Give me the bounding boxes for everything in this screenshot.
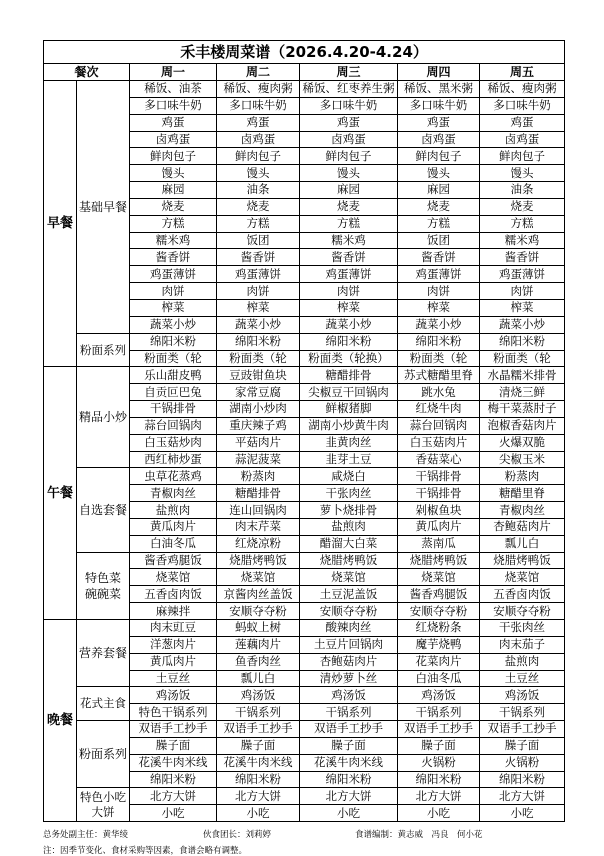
dish-cell: 香菇菜心 xyxy=(398,451,480,468)
menu-row xyxy=(44,367,565,384)
category-label: 特色小吃 大饼 xyxy=(77,788,130,822)
dish-cell: 榨菜 xyxy=(300,299,398,316)
dish-cell: 卤鸡蛋 xyxy=(398,131,480,148)
dish-cell: 韭芽土豆 xyxy=(300,451,398,468)
dish-cell: 绵阳米粉 xyxy=(398,333,480,350)
dish-cell: 青椒肉丝 xyxy=(130,485,217,502)
dish-cell: 盐煎肉 xyxy=(480,653,565,670)
dish-cell: 臊子面 xyxy=(130,737,217,754)
dish-cell: 馒头 xyxy=(130,165,217,182)
dish-cell: 北方大饼 xyxy=(130,788,217,805)
dish-cell: 土豆片回锅肉 xyxy=(300,636,398,653)
dish-cell: 鸡蛋薄饼 xyxy=(217,266,300,283)
dish-cell: 臊子面 xyxy=(217,737,300,754)
dish-cell: 粉面类（轮 xyxy=(480,350,565,367)
dish-cell: 烧腊烤鸭饭 xyxy=(398,552,480,569)
dish-cell: 青椒肉丝 xyxy=(480,502,565,519)
dish-cell: 烧麦 xyxy=(398,198,480,215)
dish-cell: 鸡汤饭 xyxy=(480,687,565,704)
dish-cell: 干锅排骨 xyxy=(130,401,217,418)
dish-cell: 糖醋排骨 xyxy=(217,485,300,502)
meal-label: 午餐 xyxy=(44,367,77,620)
category-label: 粉面系列 xyxy=(77,333,130,367)
dish-cell: 鸡汤饭 xyxy=(398,687,480,704)
dish-cell: 豆豉钳鱼块 xyxy=(217,367,300,384)
dish-cell: 鸡蛋薄饼 xyxy=(398,266,480,283)
dish-cell: 饭团 xyxy=(398,232,480,249)
menu-row xyxy=(44,788,565,805)
dish-cell: 卤鸡蛋 xyxy=(480,131,565,148)
dish-cell: 杏鲍菇肉片 xyxy=(300,653,398,670)
dish-cell: 红烧凉粉 xyxy=(217,535,300,552)
dish-cell: 安顺夺夺粉 xyxy=(217,603,300,620)
dish-cell: 蔬菜小炒 xyxy=(217,316,300,333)
dish-cell: 肉末茄子 xyxy=(480,636,565,653)
dish-cell: 臊子面 xyxy=(300,737,398,754)
dish-cell: 绵阳米粉 xyxy=(398,771,480,788)
dish-cell: 鸡蛋薄饼 xyxy=(130,266,217,283)
dish-cell: 梅干菜蒸肘子 xyxy=(480,401,565,418)
dish-cell: 鲜肉包子 xyxy=(398,148,480,165)
dish-cell: 泡椒香菇肉片 xyxy=(480,417,565,434)
dish-cell: 肉饼 xyxy=(300,283,398,300)
dish-cell: 多口味牛奶 xyxy=(398,97,480,114)
dish-cell: 干锅排骨 xyxy=(398,468,480,485)
dish-cell: 烧麦 xyxy=(217,198,300,215)
dish-cell: 干张肉丝 xyxy=(300,485,398,502)
dish-cell: 酸辣肉丝 xyxy=(300,620,398,637)
dish-cell: 肉末芹菜 xyxy=(217,518,300,535)
category-label: 基础早餐 xyxy=(77,81,130,334)
dish-cell: 酱香饼 xyxy=(480,249,565,266)
header-day: 周五 xyxy=(480,64,565,81)
dish-cell: 多口味牛奶 xyxy=(130,97,217,114)
dish-cell: 蔬菜小炒 xyxy=(480,316,565,333)
dish-cell: 肉饼 xyxy=(480,283,565,300)
dish-cell: 双语手工抄手 xyxy=(398,721,480,738)
dish-cell: 清炒萝卜丝 xyxy=(300,670,398,687)
dish-cell: 稀饭、瘦肉粥 xyxy=(217,81,300,98)
dish-cell: 鸡蛋 xyxy=(300,114,398,131)
dish-cell: 尖椒玉米 xyxy=(480,451,565,468)
dish-cell: 清烧三鲜 xyxy=(480,384,565,401)
dish-cell: 火锅粉 xyxy=(398,754,480,771)
dish-cell: 糖醋里脊 xyxy=(480,485,565,502)
header-meal: 餐次 xyxy=(44,64,130,81)
dish-cell: 花溪牛肉米线 xyxy=(300,754,398,771)
dish-cell: 糖醋排骨 xyxy=(300,367,398,384)
dish-cell: 饭团 xyxy=(217,232,300,249)
dish-cell: 卤鸡蛋 xyxy=(217,131,300,148)
dish-cell: 绵阳米粉 xyxy=(130,333,217,350)
dish-cell: 连山回锅肉 xyxy=(217,502,300,519)
dish-cell: 自贡叵巴兔 xyxy=(130,384,217,401)
dish-cell: 土豆丝 xyxy=(130,670,217,687)
category-label: 自选套餐 xyxy=(77,468,130,552)
dish-cell: 卤鸡蛋 xyxy=(300,131,398,148)
meal-label: 晚餐 xyxy=(44,620,77,822)
dish-cell: 五香卤肉饭 xyxy=(480,586,565,603)
header-day: 周三 xyxy=(300,64,398,81)
dish-cell: 榨菜 xyxy=(480,299,565,316)
dish-cell: 粉蒸肉 xyxy=(217,468,300,485)
footer-sign: 总务处副主任：黄华绫 xyxy=(43,830,129,840)
dish-cell: 乐山甜皮鸭 xyxy=(130,367,217,384)
dish-cell: 小吃 xyxy=(300,805,398,822)
footer-sign: 伙食团长：刘莉婷 xyxy=(203,830,272,840)
dish-cell: 鸡蛋 xyxy=(480,114,565,131)
dish-cell: 烧腊烤鸭饭 xyxy=(217,552,300,569)
dish-cell: 黄瓜肉片 xyxy=(130,518,217,535)
dish-cell: 方糕 xyxy=(398,215,480,232)
dish-cell: 特色干锅系列 xyxy=(130,704,217,721)
dish-cell: 火锅粉 xyxy=(480,754,565,771)
dish-cell: 安顺夺夺粉 xyxy=(300,603,398,620)
dish-cell: 萝卜烧排骨 xyxy=(300,502,398,519)
dish-cell: 稀饭、黑米粥 xyxy=(398,81,480,98)
dish-cell: 肉饼 xyxy=(217,283,300,300)
dish-cell: 花菜肉片 xyxy=(398,653,480,670)
dish-cell: 酱香鸡腿饭 xyxy=(398,586,480,603)
dish-cell: 酱香饼 xyxy=(130,249,217,266)
dish-cell: 糯米鸡 xyxy=(480,232,565,249)
dish-cell: 北方大饼 xyxy=(300,788,398,805)
dish-cell: 绵阳米粉 xyxy=(480,333,565,350)
menu-row xyxy=(44,468,565,485)
dish-cell: 小吃 xyxy=(130,805,217,822)
dish-cell: 粉面类（轮 xyxy=(398,350,480,367)
dish-cell: 鲜肉包子 xyxy=(217,148,300,165)
dish-cell: 烧腊烤鸭饭 xyxy=(300,552,398,569)
dish-cell: 油条 xyxy=(217,182,300,199)
dish-cell: 醋溜大白菜 xyxy=(300,535,398,552)
dish-cell: 肉饼 xyxy=(398,283,480,300)
menu-row xyxy=(44,81,565,98)
dish-cell: 绵阳米粉 xyxy=(217,333,300,350)
dish-cell: 酱香饼 xyxy=(217,249,300,266)
category-label: 营养套餐 xyxy=(77,620,130,687)
dish-cell: 鲜肉包子 xyxy=(300,148,398,165)
dish-cell: 馒头 xyxy=(480,165,565,182)
dish-cell: 蔬菜小炒 xyxy=(398,316,480,333)
dish-cell: 白油冬瓜 xyxy=(398,670,480,687)
dish-cell: 鱼香肉丝 xyxy=(217,653,300,670)
dish-cell: 干锅系列 xyxy=(480,704,565,721)
dish-cell: 干张肉丝 xyxy=(480,620,565,637)
dish-cell: 双语手工抄手 xyxy=(130,721,217,738)
dish-cell: 瓢儿白 xyxy=(480,535,565,552)
dish-cell: 酱香饼 xyxy=(398,249,480,266)
dish-cell: 莲藕肉片 xyxy=(217,636,300,653)
dish-cell: 鸡蛋薄饼 xyxy=(480,266,565,283)
dish-cell: 白玉菇炒肉 xyxy=(130,434,217,451)
meal-label: 早餐 xyxy=(44,81,77,367)
footer-sign: 食谱编制：黄志威 冯良 何小花 xyxy=(355,830,483,840)
dish-cell: 小吃 xyxy=(480,805,565,822)
dish-cell: 麻园 xyxy=(130,182,217,199)
dish-cell: 蚂蚁上树 xyxy=(217,620,300,637)
dish-cell: 干锅排骨 xyxy=(398,485,480,502)
dish-cell: 鲜肉包子 xyxy=(480,148,565,165)
dish-cell: 方糕 xyxy=(130,215,217,232)
dish-cell: 油条 xyxy=(480,182,565,199)
dish-cell: 糯米鸡 xyxy=(130,232,217,249)
dish-cell: 双语手工抄手 xyxy=(217,721,300,738)
dish-cell: 烧菜馆 xyxy=(217,569,300,586)
dish-cell: 绵阳米粉 xyxy=(130,771,217,788)
dish-cell: 鲜椒猪脚 xyxy=(300,401,398,418)
dish-cell: 水晶糯米排骨 xyxy=(480,367,565,384)
dish-cell: 五香卤肉饭 xyxy=(130,586,217,603)
menu-title: 禾丰楼周菜谱（2026.4.20-4.24） xyxy=(44,41,565,64)
dish-cell: 鸡蛋 xyxy=(130,114,217,131)
dish-cell: 馒头 xyxy=(398,165,480,182)
dish-cell: 烧菜馆 xyxy=(300,569,398,586)
dish-cell: 黄瓜肉片 xyxy=(398,518,480,535)
dish-cell: 平菇肉片 xyxy=(217,434,300,451)
dish-cell: 白油冬瓜 xyxy=(130,535,217,552)
dish-cell: 多口味牛奶 xyxy=(217,97,300,114)
menu-row xyxy=(44,333,565,350)
dish-cell: 北方大饼 xyxy=(398,788,480,805)
dish-cell: 馒头 xyxy=(217,165,300,182)
dish-cell: 臊子面 xyxy=(398,737,480,754)
dish-cell: 小吃 xyxy=(217,805,300,822)
dish-cell: 粉蒸肉 xyxy=(480,468,565,485)
dish-cell: 家常豆腐 xyxy=(217,384,300,401)
dish-cell: 安顺夺夺粉 xyxy=(480,603,565,620)
dish-cell: 蒜泥菠菜 xyxy=(217,451,300,468)
dish-cell: 干锅系列 xyxy=(300,704,398,721)
dish-cell: 稀饭、瘦肉粥 xyxy=(480,81,565,98)
dish-cell: 花溪牛肉米线 xyxy=(217,754,300,771)
dish-cell: 麻园 xyxy=(398,182,480,199)
dish-cell: 烧麦 xyxy=(130,198,217,215)
dish-cell: 烧麦 xyxy=(480,198,565,215)
dish-cell: 麻园 xyxy=(300,182,398,199)
dish-cell: 蔬菜小炒 xyxy=(130,316,217,333)
dish-cell: 韭黄肉丝 xyxy=(300,434,398,451)
menu-row xyxy=(44,620,565,637)
footer-note: 注：因季节变化、食材采购等因素，食谱会略有调整。 xyxy=(43,846,248,856)
dish-cell: 臊子面 xyxy=(480,737,565,754)
dish-cell: 土豆丝 xyxy=(480,670,565,687)
dish-cell: 烧菜馆 xyxy=(398,569,480,586)
dish-cell: 烧菜馆 xyxy=(480,569,565,586)
menu-row xyxy=(44,552,565,569)
header-day: 周一 xyxy=(130,64,217,81)
dish-cell: 稀饭、油茶 xyxy=(130,81,217,98)
category-label: 粉面系列 xyxy=(77,721,130,788)
dish-cell: 鸡蛋 xyxy=(217,114,300,131)
dish-cell: 鲜肉包子 xyxy=(130,148,217,165)
dish-cell: 跳水兔 xyxy=(398,384,480,401)
dish-cell: 北方大饼 xyxy=(217,788,300,805)
dish-cell: 双语手工抄手 xyxy=(300,721,398,738)
dish-cell: 虫草花蒸鸡 xyxy=(130,468,217,485)
dish-cell: 烧菜馆 xyxy=(130,569,217,586)
dish-cell: 多口味牛奶 xyxy=(480,97,565,114)
dish-cell: 榨菜 xyxy=(398,299,480,316)
dish-cell: 鸡汤饭 xyxy=(217,687,300,704)
dish-cell: 小吃 xyxy=(398,805,480,822)
dish-cell: 尖椒豆干回锅肉 xyxy=(300,384,398,401)
dish-cell: 多口味牛奶 xyxy=(300,97,398,114)
dish-cell: 绵阳米粉 xyxy=(217,771,300,788)
dish-cell: 鸡汤饭 xyxy=(130,687,217,704)
dish-cell: 京酱肉丝盖饭 xyxy=(217,586,300,603)
dish-cell: 绵阳米粉 xyxy=(300,333,398,350)
dish-cell: 黄瓜肉片 xyxy=(130,653,217,670)
dish-cell: 魔芋烧鸭 xyxy=(398,636,480,653)
dish-cell: 剁椒鱼块 xyxy=(398,502,480,519)
dish-cell: 蒜台回锅肉 xyxy=(130,417,217,434)
dish-cell: 北方大饼 xyxy=(480,788,565,805)
dish-cell: 苏式糖醋里脊 xyxy=(398,367,480,384)
dish-cell: 土豆泥盖饭 xyxy=(300,586,398,603)
dish-cell: 粉面类（轮 xyxy=(217,350,300,367)
category-label: 精品小炒 xyxy=(77,367,130,468)
dish-cell: 蔬菜小炒 xyxy=(300,316,398,333)
dish-cell: 绵阳米粉 xyxy=(480,771,565,788)
dish-cell: 红烧粉条 xyxy=(398,620,480,637)
dish-cell: 榨菜 xyxy=(217,299,300,316)
header-day: 周四 xyxy=(398,64,480,81)
dish-cell: 湖南小炒黄牛肉 xyxy=(300,417,398,434)
dish-cell: 杏鲍菇肉片 xyxy=(480,518,565,535)
dish-cell: 方糕 xyxy=(300,215,398,232)
dish-cell: 花溪牛肉米线 xyxy=(130,754,217,771)
dish-cell: 重庆辣子鸡 xyxy=(217,417,300,434)
dish-cell: 粉面类（轮 xyxy=(130,350,217,367)
dish-cell: 馒头 xyxy=(300,165,398,182)
dish-cell: 盐煎肉 xyxy=(130,502,217,519)
dish-cell: 瓢儿白 xyxy=(217,670,300,687)
dish-cell: 肉饼 xyxy=(130,283,217,300)
dish-cell: 鸡汤饭 xyxy=(300,687,398,704)
dish-cell: 西红柿炒蛋 xyxy=(130,451,217,468)
dish-cell: 绵阳米粉 xyxy=(300,771,398,788)
dish-cell: 蒸南瓜 xyxy=(398,535,480,552)
dish-cell: 肉末豇豆 xyxy=(130,620,217,637)
header-day: 周二 xyxy=(217,64,300,81)
dish-cell: 干锅系列 xyxy=(398,704,480,721)
header-row xyxy=(44,64,565,81)
dish-cell: 卤鸡蛋 xyxy=(130,131,217,148)
dish-cell: 安顺夺夺粉 xyxy=(398,603,480,620)
dish-cell: 火爆双脆 xyxy=(480,434,565,451)
dish-cell: 方糕 xyxy=(480,215,565,232)
dish-cell: 白玉菇肉片 xyxy=(398,434,480,451)
dish-cell: 盐煎肉 xyxy=(300,518,398,535)
category-label: 花式主食 xyxy=(77,687,130,721)
dish-cell: 烧麦 xyxy=(300,198,398,215)
menu-table xyxy=(43,40,565,822)
dish-cell: 鸡蛋薄饼 xyxy=(300,266,398,283)
dish-cell: 蒜台回锅肉 xyxy=(398,417,480,434)
dish-cell: 干锅系列 xyxy=(217,704,300,721)
dish-cell: 榨菜 xyxy=(130,299,217,316)
dish-cell: 鸡蛋 xyxy=(398,114,480,131)
dish-cell: 咸烧白 xyxy=(300,468,398,485)
dish-cell: 稀饭、红枣养生粥 xyxy=(300,81,398,98)
dish-cell: 红烧牛肉 xyxy=(398,401,480,418)
dish-cell: 湖南小炒肉 xyxy=(217,401,300,418)
dish-cell: 酱香鸡腿饭 xyxy=(130,552,217,569)
dish-cell: 双语手工抄手 xyxy=(480,721,565,738)
menu-row xyxy=(44,721,565,738)
dish-cell: 方糕 xyxy=(217,215,300,232)
dish-cell: 粉面类（轮换） xyxy=(300,350,398,367)
dish-cell: 糯米鸡 xyxy=(300,232,398,249)
dish-cell: 洋葱肉片 xyxy=(130,636,217,653)
dish-cell: 酱香饼 xyxy=(300,249,398,266)
menu-row xyxy=(44,687,565,704)
dish-cell: 麻辣拌 xyxy=(130,603,217,620)
category-label: 特色菜 碗碗菜 xyxy=(77,552,130,619)
dish-cell: 烧腊烤鸭饭 xyxy=(480,552,565,569)
